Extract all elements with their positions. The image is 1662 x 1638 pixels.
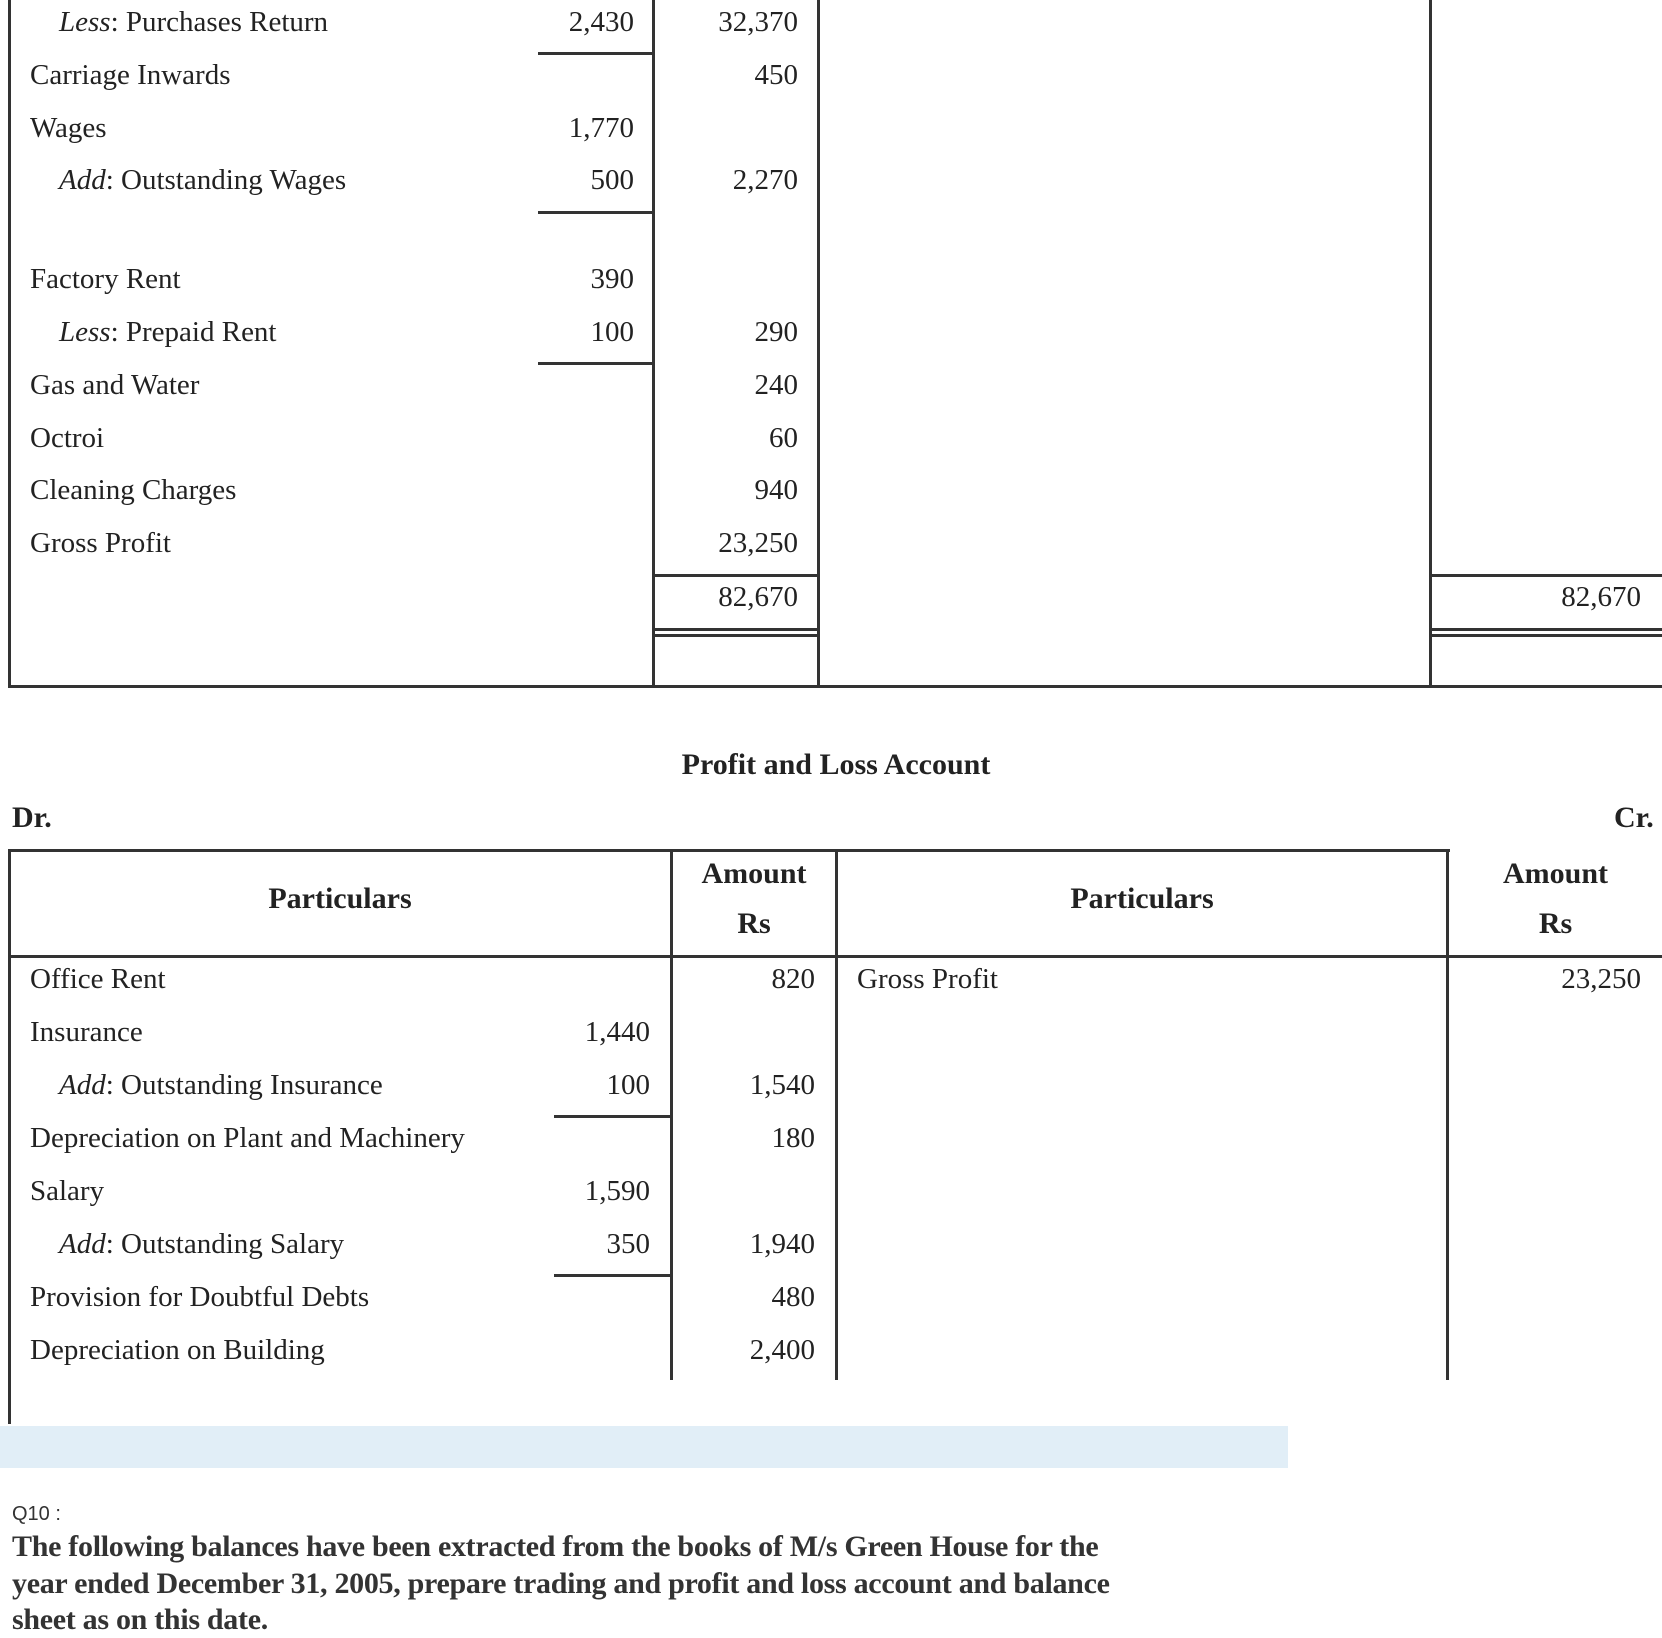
row-text: Office Rent (30, 963, 166, 995)
header-amount-cr: Amount (1502, 857, 1608, 890)
row-subamount: 390 (590, 263, 634, 295)
row-label (857, 962, 998, 996)
divider (835, 849, 838, 1380)
row-amount: 23,250 (1561, 963, 1641, 995)
question-line: sheet as on this date. (12, 1603, 268, 1636)
row-prefix: Add (59, 164, 106, 196)
row-prefix: Add (59, 1228, 106, 1260)
row-amount: 32,370 (718, 6, 798, 38)
row-text: : Outstanding Insurance (105, 1069, 383, 1101)
row-amount: 1,540 (749, 1069, 815, 1101)
row-amount: 240 (754, 369, 798, 401)
row-subamount: 1,770 (568, 112, 634, 144)
row-label (59, 1068, 383, 1102)
row-subamount: 500 (590, 164, 634, 196)
divider (652, 634, 818, 637)
row-label (30, 58, 231, 92)
row-label (30, 111, 107, 145)
row-subamount: 100 (590, 316, 634, 348)
divider (554, 1274, 670, 1277)
row-subamount: 1,590 (584, 1175, 650, 1207)
separator-band (0, 1426, 1288, 1468)
divider (8, 685, 1662, 688)
trading-total-dr: 82,670 (718, 581, 798, 613)
divider (538, 211, 652, 214)
divider (554, 1115, 670, 1118)
row-amount: 23,250 (718, 527, 798, 559)
row-text: Carriage Inwards (30, 59, 231, 91)
row-subamount: 2,430 (568, 6, 634, 38)
row-label (30, 1015, 143, 1049)
cr-label: Cr. (1614, 801, 1654, 834)
divider (817, 0, 820, 688)
row-amount: 2,270 (732, 164, 798, 196)
row-text: Octroi (30, 422, 105, 454)
header-rs-dr: Rs (737, 907, 771, 940)
header-particulars-dr: Particulars (268, 882, 412, 915)
row-label (59, 5, 328, 39)
divider (652, 574, 818, 577)
row-text: Depreciation on Plant and Machinery (30, 1122, 465, 1154)
row-label (59, 1227, 344, 1261)
divider (652, 628, 818, 631)
question-number: Q10 : (12, 1503, 61, 1525)
row-subamount: 350 (606, 1228, 650, 1260)
divider (8, 849, 11, 1424)
row-prefix: Add (59, 1069, 106, 1101)
row-subamount: 100 (606, 1069, 650, 1101)
row-label (30, 1121, 465, 1155)
divider (8, 0, 11, 688)
row-amount: 450 (754, 59, 798, 91)
row-text: Provision for Doubtful Debts (30, 1281, 370, 1313)
row-text: : Outstanding Salary (105, 1228, 345, 1260)
row-label (59, 163, 346, 197)
row-text: Gross Profit (30, 527, 171, 559)
row-prefix: Less (59, 6, 111, 38)
row-amount: 1,940 (749, 1228, 815, 1260)
row-amount: 180 (771, 1122, 815, 1154)
divider (1429, 574, 1662, 577)
row-text: : Prepaid Rent (110, 316, 277, 348)
row-label (30, 1333, 325, 1367)
row-label (59, 315, 277, 349)
row-prefix: Less (59, 316, 111, 348)
divider (538, 52, 652, 55)
row-label (30, 473, 236, 507)
row-label (30, 1280, 369, 1314)
divider (8, 849, 1450, 852)
header-particulars-cr: Particulars (1070, 882, 1214, 915)
row-text: Gas and Water (30, 369, 200, 401)
row-text: Factory Rent (30, 263, 181, 295)
row-text: Cleaning Charges (30, 474, 237, 506)
row-text: Gross Profit (857, 963, 998, 995)
question-line: The following balances have been extracted from the books of M/s Green House for the (12, 1530, 1099, 1563)
row-label (30, 1174, 104, 1208)
row-amount: 290 (754, 316, 798, 348)
row-text: Wages (30, 112, 107, 144)
row-amount: 60 (769, 422, 798, 454)
divider (1429, 0, 1432, 688)
header-rs-cr: Rs (1538, 907, 1573, 940)
row-label (30, 368, 199, 402)
pl-title: Profit and Loss Account (681, 748, 991, 781)
row-label (30, 421, 104, 455)
trading-total-cr: 82,670 (1561, 581, 1641, 613)
row-text: Depreciation on Building (30, 1334, 325, 1366)
row-text: Insurance (30, 1016, 143, 1048)
divider (1429, 634, 1662, 637)
row-label (30, 962, 166, 996)
row-label (30, 262, 181, 296)
row-text: : Outstanding Wages (105, 164, 347, 196)
header-amount-dr: Amount (701, 857, 807, 890)
row-label (30, 526, 171, 560)
row-amount: 820 (771, 963, 815, 995)
row-subamount: 1,440 (584, 1016, 650, 1048)
row-amount: 2,400 (749, 1334, 815, 1366)
row-amount: 940 (754, 474, 798, 506)
row-amount: 480 (771, 1281, 815, 1313)
question-line: year ended December 31, 2005, prepare trading and profit and loss account and balance (12, 1567, 1110, 1600)
row-text: Salary (30, 1175, 105, 1207)
divider (538, 362, 652, 365)
dr-label: Dr. (12, 801, 52, 834)
row-text: : Purchases Return (110, 6, 329, 38)
divider (1429, 628, 1662, 631)
